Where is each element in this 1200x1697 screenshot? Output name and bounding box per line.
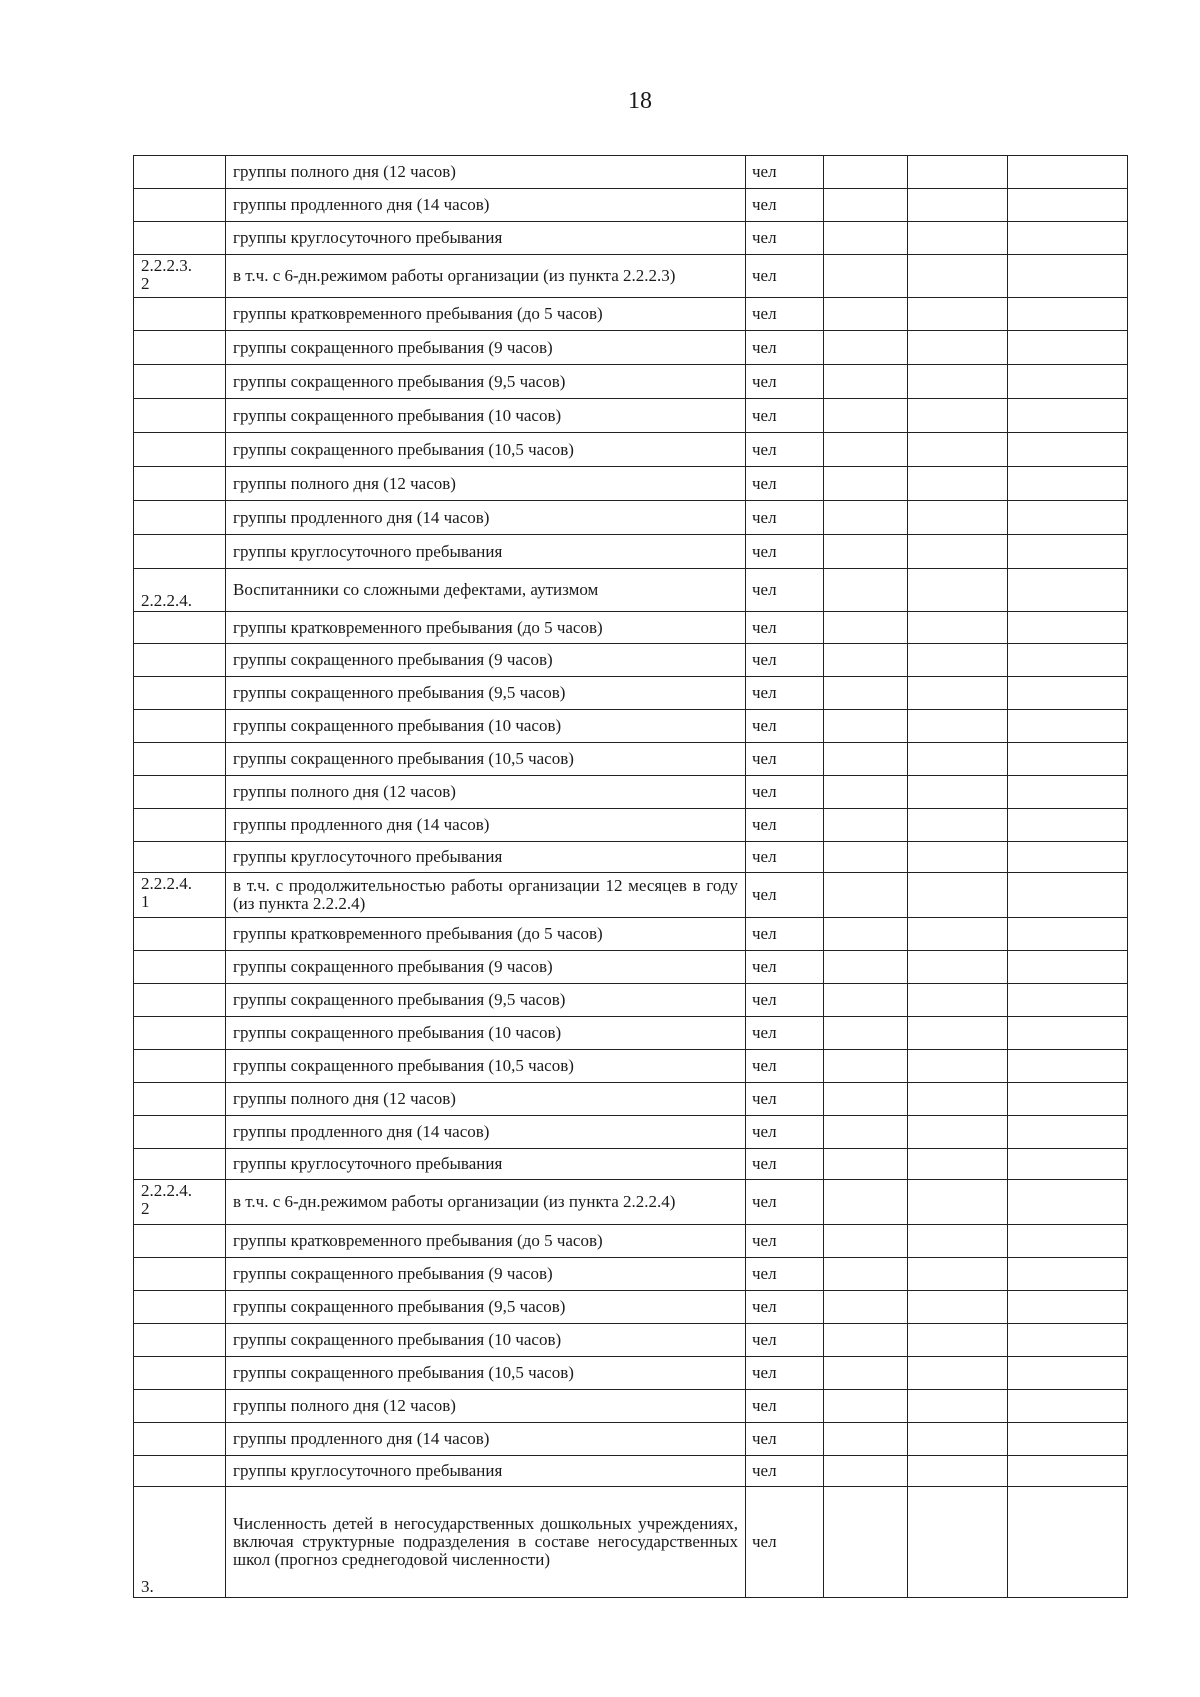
- row-unit: чел: [746, 1083, 824, 1116]
- table-row: [134, 222, 1128, 255]
- value-cell-1: [824, 1390, 908, 1423]
- value-cell-3: [1008, 535, 1128, 569]
- value-cell-3: [1008, 743, 1128, 776]
- value-cell-2: [908, 951, 1008, 984]
- table-row: [134, 1324, 1128, 1357]
- row-number: [134, 1456, 226, 1487]
- table-row: [134, 1225, 1128, 1258]
- row-indicator-name: в т.ч. с продолжительностью работы организации 12 месяцев в году (из пункта 2.2.2.4): [226, 873, 746, 918]
- value-cell-3: [1008, 1456, 1128, 1487]
- row-unit: чел: [746, 1456, 824, 1487]
- page-number: 18: [628, 88, 652, 114]
- row-indicator-name: группы сокращенного пребывания (10,5 часов): [226, 743, 746, 776]
- row-number: [134, 1390, 226, 1423]
- row-number: [134, 612, 226, 644]
- table-row: [134, 1149, 1128, 1180]
- row-indicator-name: группы полного дня (12 часов): [226, 467, 746, 501]
- table-row: [134, 331, 1128, 365]
- table-row: [134, 1487, 1128, 1598]
- value-cell-1: [824, 1083, 908, 1116]
- value-cell-3: [1008, 189, 1128, 222]
- row-indicator-name: в т.ч. с 6-дн.режимом работы организации (из пункта 2.2.2.4): [226, 1180, 746, 1225]
- row-number: [134, 644, 226, 677]
- row-indicator-name: группы сокращенного пребывания (9,5 часов): [226, 1291, 746, 1324]
- value-cell-2: [908, 873, 1008, 918]
- row-indicator-name: группы сокращенного пребывания (10,5 часов): [226, 1357, 746, 1390]
- table-row: [134, 365, 1128, 399]
- row-number: [134, 222, 226, 255]
- value-cell-1: [824, 535, 908, 569]
- value-cell-1: [824, 501, 908, 535]
- row-unit: чел: [746, 365, 824, 399]
- row-indicator-name: группы круглосуточного пребывания: [226, 1456, 746, 1487]
- value-cell-3: [1008, 809, 1128, 842]
- value-cell-3: [1008, 1116, 1128, 1149]
- row-unit: чел: [746, 1017, 824, 1050]
- value-cell-2: [908, 189, 1008, 222]
- table-row: [134, 1083, 1128, 1116]
- row-unit: чел: [746, 1291, 824, 1324]
- value-cell-3: [1008, 1357, 1128, 1390]
- value-cell-1: [824, 1116, 908, 1149]
- value-cell-1: [824, 1487, 908, 1598]
- row-unit: чел: [746, 809, 824, 842]
- table-row: [134, 1390, 1128, 1423]
- value-cell-3: [1008, 1083, 1128, 1116]
- row-indicator-name: группы круглосуточного пребывания: [226, 222, 746, 255]
- table-row: [134, 1116, 1128, 1149]
- row-number: 2.2.2.3. 2: [134, 255, 226, 298]
- value-cell-1: [824, 1357, 908, 1390]
- table-row: [134, 677, 1128, 710]
- value-cell-2: [908, 677, 1008, 710]
- value-cell-2: [908, 1149, 1008, 1180]
- table-row: [134, 612, 1128, 644]
- row-unit: чел: [746, 776, 824, 809]
- row-unit: чел: [746, 501, 824, 535]
- value-cell-3: [1008, 842, 1128, 873]
- row-unit: чел: [746, 298, 824, 331]
- row-indicator-name: группы продленного дня (14 часов): [226, 1423, 746, 1456]
- value-cell-3: [1008, 1390, 1128, 1423]
- value-cell-3: [1008, 1180, 1128, 1225]
- row-indicator-name: группы кратковременного пребывания (до 5 часов): [226, 298, 746, 331]
- table-row: [134, 1357, 1128, 1390]
- value-cell-2: [908, 399, 1008, 433]
- row-number: [134, 399, 226, 433]
- row-unit: чел: [746, 1423, 824, 1456]
- row-indicator-name: группы круглосуточного пребывания: [226, 1149, 746, 1180]
- row-unit: чел: [746, 1180, 824, 1225]
- value-cell-1: [824, 467, 908, 501]
- value-cell-3: [1008, 1258, 1128, 1291]
- row-number: [134, 156, 226, 189]
- row-number: [134, 984, 226, 1017]
- value-cell-1: [824, 433, 908, 467]
- indicator-table: [133, 155, 1128, 1598]
- value-cell-2: [908, 1225, 1008, 1258]
- row-number: [134, 809, 226, 842]
- row-unit: чел: [746, 569, 824, 612]
- row-indicator-name: группы полного дня (12 часов): [226, 1083, 746, 1116]
- row-number: [134, 1017, 226, 1050]
- value-cell-1: [824, 644, 908, 677]
- row-number: [134, 535, 226, 569]
- value-cell-3: [1008, 951, 1128, 984]
- row-unit: чел: [746, 433, 824, 467]
- value-cell-3: [1008, 918, 1128, 951]
- row-indicator-name: группы сокращенного пребывания (9,5 часов): [226, 984, 746, 1017]
- table-row: [134, 399, 1128, 433]
- row-number: [134, 1083, 226, 1116]
- value-cell-1: [824, 569, 908, 612]
- row-number: [134, 1423, 226, 1456]
- value-cell-3: [1008, 612, 1128, 644]
- value-cell-2: [908, 1390, 1008, 1423]
- row-unit: чел: [746, 612, 824, 644]
- row-unit: чел: [746, 535, 824, 569]
- row-indicator-name: группы полного дня (12 часов): [226, 156, 746, 189]
- row-indicator-name: группы сокращенного пребывания (9 часов): [226, 1258, 746, 1291]
- row-unit: чел: [746, 189, 824, 222]
- row-unit: чел: [746, 1487, 824, 1598]
- table-row: [134, 1456, 1128, 1487]
- row-number: [134, 501, 226, 535]
- row-unit: чел: [746, 331, 824, 365]
- row-indicator-name: группы кратковременного пребывания (до 5 часов): [226, 1225, 746, 1258]
- value-cell-2: [908, 255, 1008, 298]
- row-unit: чел: [746, 743, 824, 776]
- row-indicator-name: группы полного дня (12 часов): [226, 776, 746, 809]
- table-row: [134, 918, 1128, 951]
- row-indicator-name: группы продленного дня (14 часов): [226, 1116, 746, 1149]
- row-number: [134, 918, 226, 951]
- value-cell-3: [1008, 644, 1128, 677]
- value-cell-1: [824, 331, 908, 365]
- value-cell-1: [824, 918, 908, 951]
- table-row: [134, 433, 1128, 467]
- row-number: [134, 677, 226, 710]
- value-cell-3: [1008, 677, 1128, 710]
- row-indicator-name: группы продленного дня (14 часов): [226, 809, 746, 842]
- row-number: [134, 298, 226, 331]
- row-number: [134, 951, 226, 984]
- value-cell-1: [824, 1423, 908, 1456]
- row-number: [134, 433, 226, 467]
- row-number: [134, 331, 226, 365]
- table-row: [134, 569, 1128, 612]
- value-cell-2: [908, 331, 1008, 365]
- value-cell-1: [824, 842, 908, 873]
- value-cell-2: [908, 1116, 1008, 1149]
- value-cell-1: [824, 399, 908, 433]
- value-cell-1: [824, 873, 908, 918]
- row-indicator-name: группы сокращенного пребывания (10,5 часов): [226, 433, 746, 467]
- table-row: [134, 1258, 1128, 1291]
- value-cell-1: [824, 1180, 908, 1225]
- value-cell-1: [824, 1225, 908, 1258]
- value-cell-2: [908, 644, 1008, 677]
- value-cell-1: [824, 189, 908, 222]
- value-cell-2: [908, 984, 1008, 1017]
- value-cell-1: [824, 1258, 908, 1291]
- value-cell-2: [908, 1180, 1008, 1225]
- row-number: [134, 842, 226, 873]
- row-number: [134, 743, 226, 776]
- table-row: [134, 189, 1128, 222]
- row-unit: чел: [746, 842, 824, 873]
- row-unit: чел: [746, 951, 824, 984]
- value-cell-3: [1008, 1423, 1128, 1456]
- row-indicator-name: группы сокращенного пребывания (10 часов): [226, 399, 746, 433]
- table-row: [134, 1017, 1128, 1050]
- value-cell-2: [908, 612, 1008, 644]
- value-cell-3: [1008, 1487, 1128, 1598]
- row-indicator-name: группы сокращенного пребывания (9 часов): [226, 644, 746, 677]
- row-indicator-name: группы сокращенного пребывания (9 часов): [226, 331, 746, 365]
- row-number: [134, 189, 226, 222]
- row-indicator-name: группы сокращенного пребывания (10 часов): [226, 710, 746, 743]
- row-number: [134, 1291, 226, 1324]
- value-cell-2: [908, 1083, 1008, 1116]
- row-indicator-name: группы кратковременного пребывания (до 5 часов): [226, 612, 746, 644]
- table-row: [134, 156, 1128, 189]
- value-cell-2: [908, 776, 1008, 809]
- value-cell-1: [824, 156, 908, 189]
- value-cell-1: [824, 222, 908, 255]
- value-cell-3: [1008, 984, 1128, 1017]
- row-number: [134, 710, 226, 743]
- value-cell-1: [824, 255, 908, 298]
- value-cell-2: [908, 222, 1008, 255]
- row-unit: чел: [746, 1390, 824, 1423]
- value-cell-3: [1008, 1225, 1128, 1258]
- table-row: [134, 873, 1128, 918]
- table-row: [134, 467, 1128, 501]
- row-indicator-name: Воспитанники со сложными дефектами, аутизмом: [226, 569, 746, 612]
- row-unit: чел: [746, 710, 824, 743]
- table-row: [134, 743, 1128, 776]
- value-cell-3: [1008, 1050, 1128, 1083]
- value-cell-3: [1008, 569, 1128, 612]
- value-cell-1: [824, 1050, 908, 1083]
- row-number: 2.2.2.4. 1: [134, 873, 226, 918]
- row-number: [134, 1357, 226, 1390]
- value-cell-3: [1008, 467, 1128, 501]
- row-unit: чел: [746, 1116, 824, 1149]
- value-cell-1: [824, 1291, 908, 1324]
- row-indicator-name: группы круглосуточного пребывания: [226, 842, 746, 873]
- row-indicator-name: группы кратковременного пребывания (до 5 часов): [226, 918, 746, 951]
- value-cell-2: [908, 1487, 1008, 1598]
- value-cell-2: [908, 743, 1008, 776]
- value-cell-2: [908, 1017, 1008, 1050]
- row-unit: чел: [746, 644, 824, 677]
- value-cell-1: [824, 809, 908, 842]
- row-indicator-name: Численность детей в негосударственных дошкольных учреждениях, включая структурные подразделения в составе негосударственных школ (прогноз среднегодовой численности): [226, 1487, 746, 1598]
- value-cell-3: [1008, 501, 1128, 535]
- value-cell-3: [1008, 298, 1128, 331]
- row-number: [134, 365, 226, 399]
- row-number: 2.2.2.4.: [134, 569, 226, 612]
- row-indicator-name: группы круглосуточного пребывания: [226, 535, 746, 569]
- value-cell-1: [824, 365, 908, 399]
- value-cell-2: [908, 433, 1008, 467]
- row-unit: чел: [746, 677, 824, 710]
- value-cell-1: [824, 1324, 908, 1357]
- value-cell-2: [908, 1050, 1008, 1083]
- row-indicator-name: группы сокращенного пребывания (9 часов): [226, 951, 746, 984]
- row-unit: чел: [746, 1357, 824, 1390]
- row-unit: чел: [746, 255, 824, 298]
- row-number: [134, 1149, 226, 1180]
- row-unit: чел: [746, 1225, 824, 1258]
- row-number: 3.: [134, 1487, 226, 1598]
- row-number: [134, 1324, 226, 1357]
- value-cell-2: [908, 1258, 1008, 1291]
- row-unit: чел: [746, 984, 824, 1017]
- value-cell-2: [908, 298, 1008, 331]
- value-cell-3: [1008, 1324, 1128, 1357]
- table-row: [134, 298, 1128, 331]
- table-row: [134, 842, 1128, 873]
- table-row: [134, 255, 1128, 298]
- value-cell-1: [824, 298, 908, 331]
- value-cell-3: [1008, 365, 1128, 399]
- row-unit: чел: [746, 1324, 824, 1357]
- row-unit: чел: [746, 1258, 824, 1291]
- value-cell-3: [1008, 1291, 1128, 1324]
- value-cell-2: [908, 1456, 1008, 1487]
- table-row: [134, 644, 1128, 677]
- value-cell-1: [824, 743, 908, 776]
- value-cell-3: [1008, 222, 1128, 255]
- value-cell-3: [1008, 776, 1128, 809]
- table-row: [134, 1423, 1128, 1456]
- row-indicator-name: группы продленного дня (14 часов): [226, 189, 746, 222]
- table-row: [134, 501, 1128, 535]
- row-indicator-name: группы сокращенного пребывания (10,5 часов): [226, 1050, 746, 1083]
- row-unit: чел: [746, 222, 824, 255]
- value-cell-1: [824, 776, 908, 809]
- value-cell-1: [824, 710, 908, 743]
- row-indicator-name: группы сокращенного пребывания (10 часов): [226, 1324, 746, 1357]
- row-unit: чел: [746, 918, 824, 951]
- value-cell-2: [908, 1423, 1008, 1456]
- value-cell-3: [1008, 1149, 1128, 1180]
- table-row: [134, 1050, 1128, 1083]
- value-cell-2: [908, 1324, 1008, 1357]
- value-cell-2: [908, 156, 1008, 189]
- row-number: [134, 776, 226, 809]
- value-cell-1: [824, 1017, 908, 1050]
- value-cell-2: [908, 1357, 1008, 1390]
- row-number: [134, 1116, 226, 1149]
- value-cell-3: [1008, 1017, 1128, 1050]
- table-row: [134, 809, 1128, 842]
- value-cell-1: [824, 677, 908, 710]
- value-cell-3: [1008, 873, 1128, 918]
- row-indicator-name: группы сокращенного пребывания (9,5 часов): [226, 677, 746, 710]
- table-row: [134, 776, 1128, 809]
- row-indicator-name: в т.ч. с 6-дн.режимом работы организации (из пункта 2.2.2.3): [226, 255, 746, 298]
- row-number: [134, 1050, 226, 1083]
- row-indicator-name: группы продленного дня (14 часов): [226, 501, 746, 535]
- value-cell-2: [908, 569, 1008, 612]
- row-number: 2.2.2.4. 2: [134, 1180, 226, 1225]
- value-cell-1: [824, 1149, 908, 1180]
- table-body: [134, 156, 1128, 1598]
- value-cell-1: [824, 1456, 908, 1487]
- row-unit: чел: [746, 873, 824, 918]
- row-unit: чел: [746, 1149, 824, 1180]
- value-cell-2: [908, 710, 1008, 743]
- value-cell-2: [908, 809, 1008, 842]
- value-cell-2: [908, 501, 1008, 535]
- row-number: [134, 1258, 226, 1291]
- table-row: [134, 951, 1128, 984]
- row-unit: чел: [746, 156, 824, 189]
- value-cell-3: [1008, 433, 1128, 467]
- value-cell-3: [1008, 156, 1128, 189]
- value-cell-2: [908, 1291, 1008, 1324]
- row-unit: чел: [746, 1050, 824, 1083]
- value-cell-3: [1008, 399, 1128, 433]
- value-cell-1: [824, 984, 908, 1017]
- value-cell-2: [908, 918, 1008, 951]
- table-row: [134, 984, 1128, 1017]
- row-indicator-name: группы сокращенного пребывания (9,5 часов): [226, 365, 746, 399]
- row-indicator-name: группы полного дня (12 часов): [226, 1390, 746, 1423]
- value-cell-2: [908, 842, 1008, 873]
- row-number: [134, 1225, 226, 1258]
- value-cell-2: [908, 467, 1008, 501]
- table-row: [134, 1291, 1128, 1324]
- value-cell-3: [1008, 710, 1128, 743]
- table-row: [134, 1180, 1128, 1225]
- value-cell-2: [908, 365, 1008, 399]
- value-cell-1: [824, 612, 908, 644]
- value-cell-3: [1008, 331, 1128, 365]
- value-cell-1: [824, 951, 908, 984]
- value-cell-3: [1008, 255, 1128, 298]
- table-row: [134, 710, 1128, 743]
- row-unit: чел: [746, 399, 824, 433]
- row-indicator-name: группы сокращенного пребывания (10 часов): [226, 1017, 746, 1050]
- table-row: [134, 535, 1128, 569]
- value-cell-2: [908, 535, 1008, 569]
- row-number: [134, 467, 226, 501]
- row-unit: чел: [746, 467, 824, 501]
